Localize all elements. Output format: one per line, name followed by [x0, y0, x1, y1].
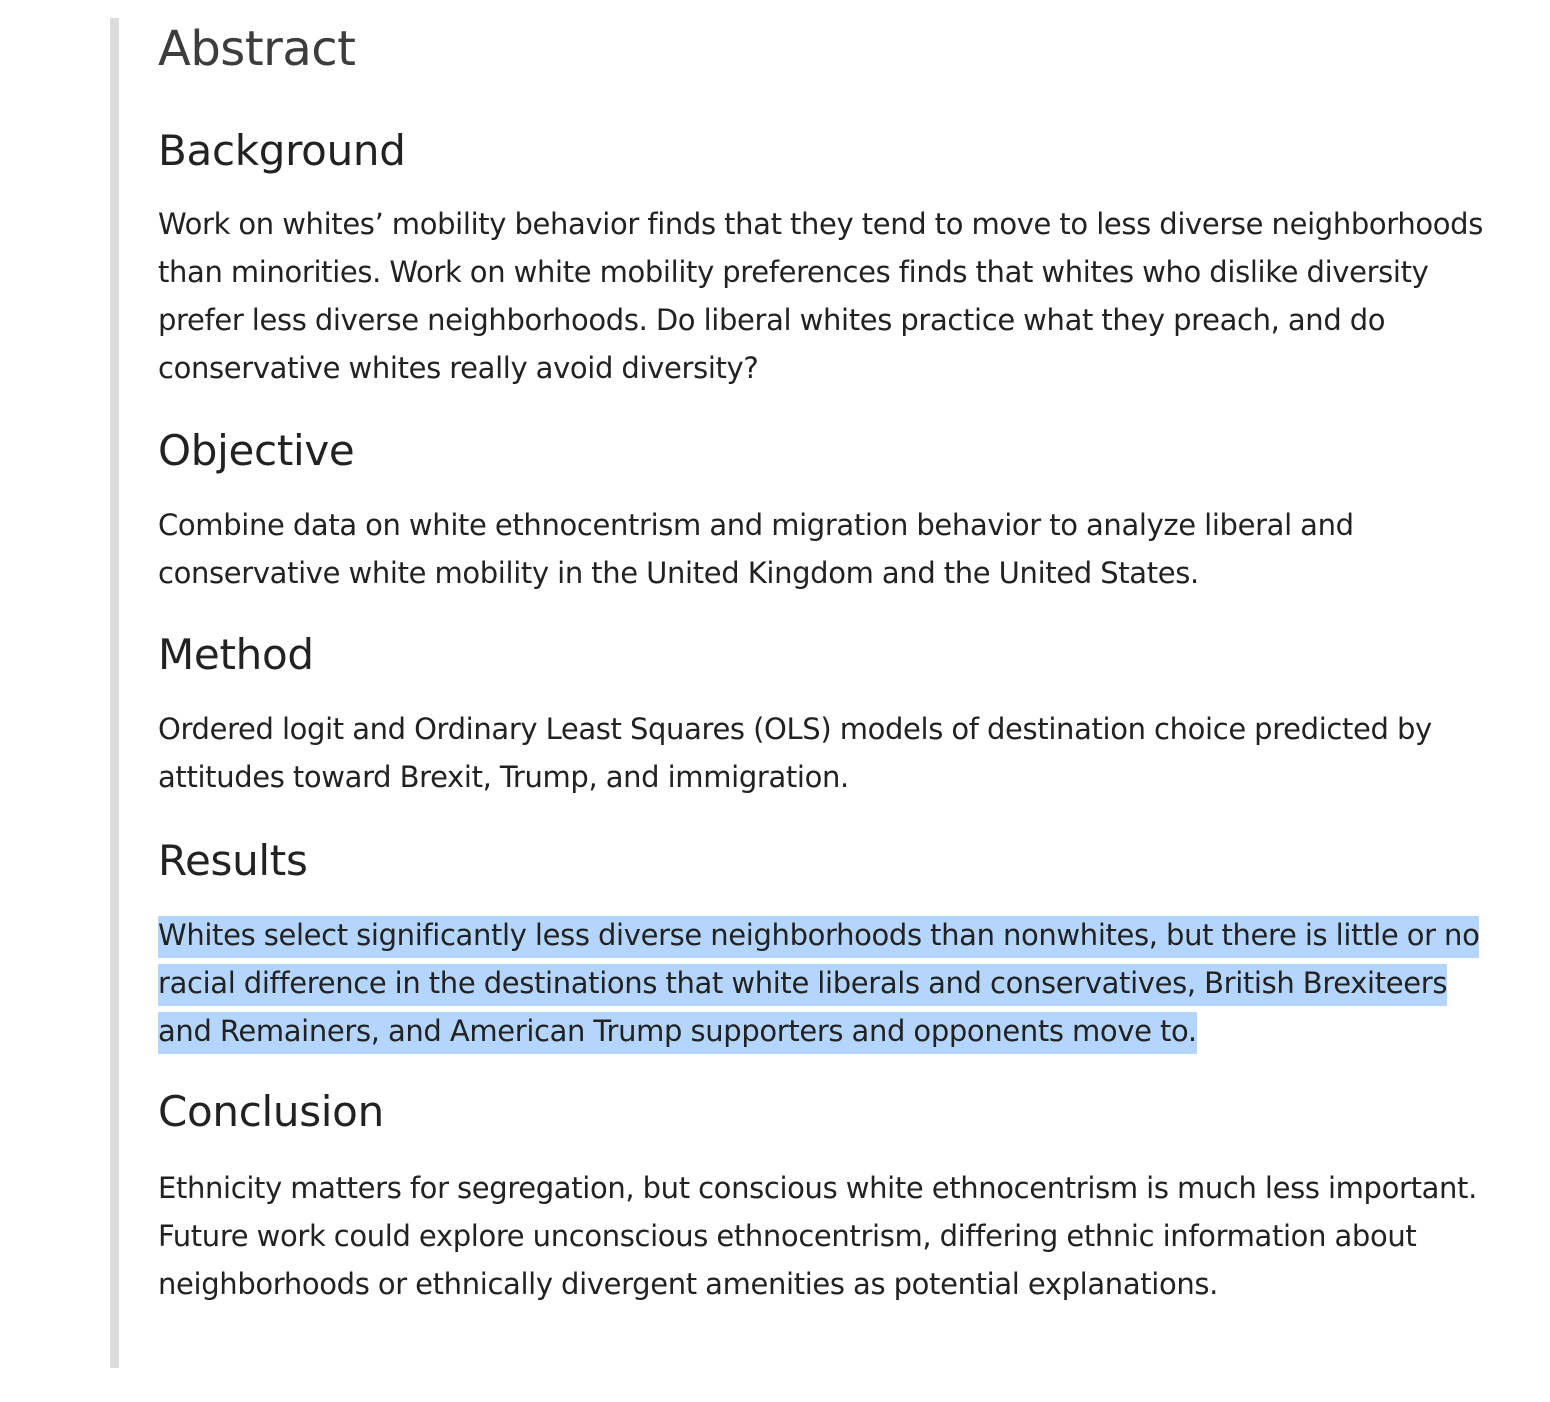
selected-text[interactable]: Whites select significantly less diverse neighborhoods than nonwhites, but there is little or no racial difference in the destinations that white liberals and conservatives, British Brexiteers and Remainers, and American Trump supporters and opponents move to. — [158, 916, 1479, 1054]
section-heading-objective: Objective — [158, 426, 355, 475]
section-heading-background: Background — [158, 126, 406, 175]
section-heading-conclusion: Conclusion — [158, 1087, 384, 1136]
abstract-panel — [158, 14, 1488, 1308]
section-body-method[interactable]: Ordered logit and Ordinary Least Squares (OLS) models of destination choice predicted by attitudes toward Brexit, Trump, and immigration. — [158, 712, 1432, 794]
section-heading-results: Results — [158, 836, 308, 885]
blockquote-rule — [110, 18, 119, 1368]
section-body-background[interactable]: Work on whites’ mobility behavior finds that they tend to move to less diverse neighborhoods than minorities. Work on white mobility preferences finds that whites who dislike diversity prefer less diverse neighborhoods. Do liberal whites practice what they preach, and do conservative whites really avoid diversity? — [158, 207, 1484, 385]
section-body-results[interactable] — [158, 911, 1488, 1055]
section-body-objective[interactable]: Combine data on white ethnocentrism and migration behavior to analyze liberal and conservative white mobility in the United Kingdom and the United States. — [158, 508, 1354, 590]
section-heading-method: Method — [158, 630, 314, 679]
section-body-conclusion[interactable]: Ethnicity matters for segregation, but conscious white ethnocentrism is much less important. Future work could explore unconscious ethnocentrism, differing ethnic information about neighborhoods or ethnically divergent amenities as potential explanations. — [158, 1171, 1477, 1301]
abstract-title: Abstract — [158, 21, 356, 77]
